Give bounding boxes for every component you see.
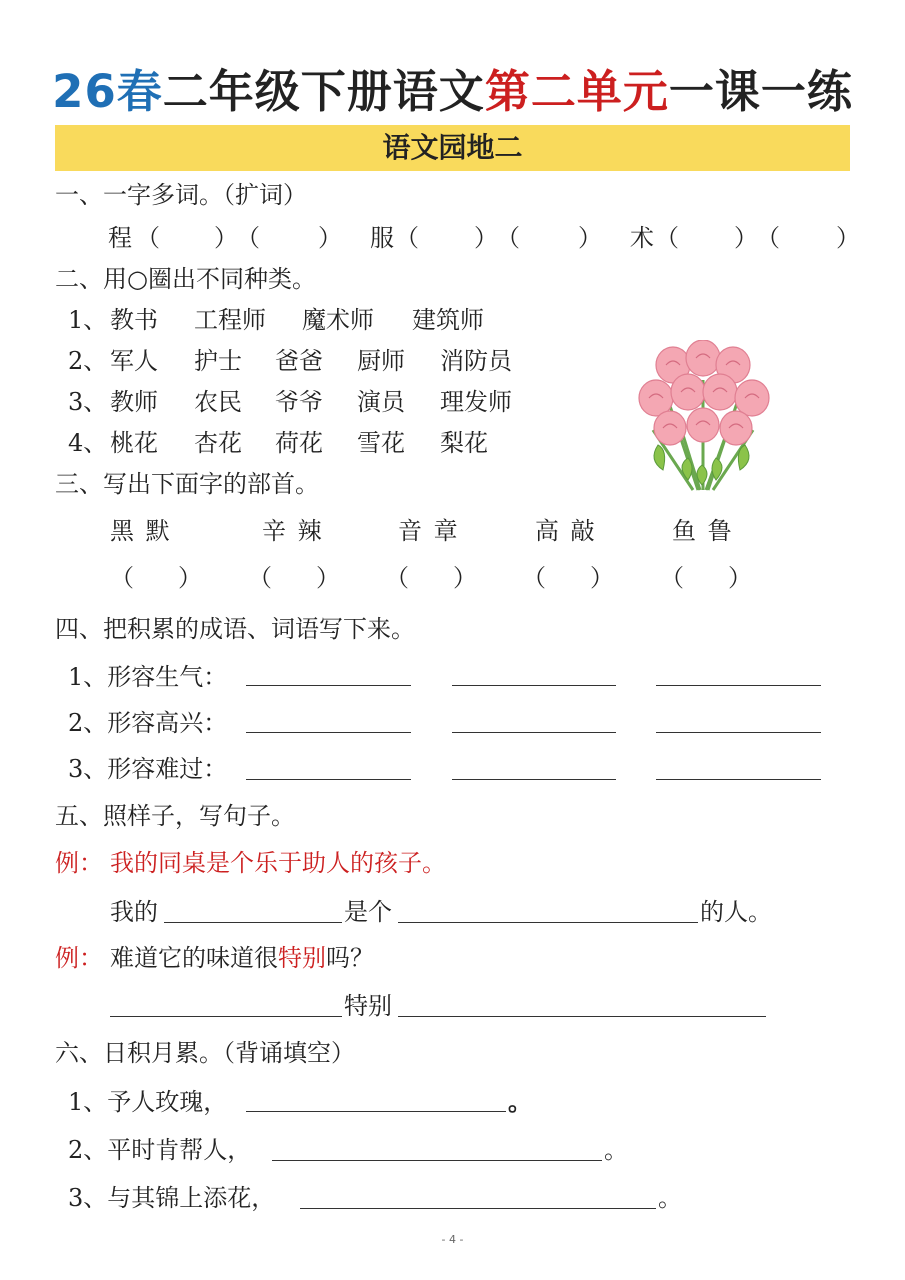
s2-row-3-word-4: 演员: [357, 388, 405, 416]
s5-fill-2-blank-2[interactable]: [398, 1016, 766, 1017]
s3-paren-2-open: （: [248, 564, 272, 592]
s5-example-2-part-a: 难道它的味道很: [110, 944, 278, 972]
s2-row-1-word-3: 魔术师: [302, 306, 374, 334]
s5-fill-1-blank-1[interactable]: [164, 922, 342, 923]
s4-row-1-blank-2[interactable]: [452, 685, 616, 686]
s5-fill-1-part-a: 我的: [110, 898, 158, 926]
s2-row-4-word-3: 荷花: [275, 429, 323, 457]
s3-group-5: 鱼 鲁: [672, 517, 734, 545]
s1-paren-3a-close: ）: [734, 224, 758, 252]
title-practice: 一课一练: [668, 65, 853, 118]
s3-group-4: 高 敲: [535, 517, 597, 545]
title-season: 春: [116, 65, 163, 118]
s3-paren-3-close: ）: [453, 564, 477, 592]
s4-row-3-label: 3、形容难过：: [68, 755, 228, 783]
s2-row-2-word-4: 厨师: [357, 347, 405, 375]
s2-row-4-word-4: 雪花: [357, 429, 405, 457]
s3-group-2: 辛 辣: [262, 517, 324, 545]
s6-row-1-blank[interactable]: [246, 1111, 506, 1112]
page-number: - 4 -: [441, 1233, 464, 1246]
s4-row-2-blank-1[interactable]: [246, 732, 411, 733]
s5-fill-1-part-c: 的人。: [700, 898, 772, 926]
s2-row-4-word-2: 杏花: [194, 429, 242, 457]
s5-example-2-part-c: 吗？: [326, 944, 374, 972]
s6-row-1-end: 。: [508, 1087, 532, 1116]
s2-row-2-word-1: 军人: [110, 347, 158, 375]
s2-row-4-word-5: 梨花: [440, 429, 488, 457]
s2-row-1-word-2: 工程师: [194, 306, 266, 334]
s1-char-3: 术: [630, 224, 654, 252]
s4-row-3-blank-2[interactable]: [452, 779, 616, 780]
section-5-heading: 五、照样子，写句子。: [55, 802, 295, 830]
s2-row-1-word-1: 教书: [110, 306, 158, 334]
page-title: [0, 64, 905, 120]
s2-row-3-word-3: 爷爷: [275, 388, 323, 416]
s1-char-2: 服: [370, 224, 394, 252]
s5-fill-1-part-b: 是个: [344, 898, 392, 926]
s1-paren-3a-open: （: [655, 224, 679, 252]
section-4-heading: 四、把积累的成语、词语写下来。: [55, 615, 415, 643]
s6-row-3-text: 3、与其锦上添花，: [68, 1184, 276, 1212]
s5-example-2-keyword: 特别: [278, 944, 326, 972]
s1-paren-2a-open: （: [395, 224, 419, 252]
s5-example-2-label: 例：: [55, 944, 103, 972]
s6-row-2-blank[interactable]: [272, 1160, 602, 1161]
s5-fill-2-keyword: 特别: [344, 992, 392, 1020]
s4-row-2-blank-3[interactable]: [656, 732, 821, 733]
s4-row-1-blank-3[interactable]: [656, 685, 821, 686]
s2-row-3-num: 3、: [68, 388, 108, 416]
s2-row-3-word-1: 教师: [110, 388, 158, 416]
s5-example-2-sentence: [110, 941, 374, 975]
s4-row-1-blank-1[interactable]: [246, 685, 411, 686]
s1-paren-1b-close: ）: [318, 224, 342, 252]
s3-paren-2-close: ）: [316, 564, 340, 592]
s3-paren-1-close: ）: [178, 564, 202, 592]
s6-row-2-end: 。: [604, 1136, 628, 1164]
s2-row-3-word-5: 理发师: [440, 388, 512, 416]
s1-char-1: 程: [108, 224, 132, 252]
s4-row-2-blank-2[interactable]: [452, 732, 616, 733]
s2-row-2-word-3: 爸爸: [275, 347, 323, 375]
s3-group-3: 音 章: [398, 517, 460, 545]
s3-paren-1-open: （: [110, 564, 134, 592]
s6-row-2-text: 2、平时肯帮人，: [68, 1136, 252, 1164]
s3-paren-4-open: （: [522, 564, 546, 592]
subtitle: 语文园地二: [382, 131, 523, 164]
s5-example-1-label: 例：: [55, 849, 103, 877]
s1-paren-2b-close: ）: [578, 224, 602, 252]
section-1-heading: 一、一字多词。（扩词）: [55, 181, 307, 209]
s3-paren-5-open: （: [660, 564, 684, 592]
s1-paren-1b-open: （: [236, 224, 260, 252]
s4-row-1-label: 1、形容生气：: [68, 663, 228, 691]
title-grade: 二年级下册语文: [162, 65, 485, 118]
s2-row-4-num: 4、: [68, 429, 108, 457]
s2-row-3-word-2: 农民: [194, 388, 242, 416]
section-2-heading: 二、用○圈出不同种类。: [55, 265, 316, 293]
s1-paren-3b-close: ）: [836, 224, 860, 252]
rose-bouquet-illustration: [628, 340, 778, 495]
s1-paren-1a-close: ）: [214, 224, 238, 252]
s4-row-2-label: 2、形容高兴：: [68, 709, 228, 737]
title-year: 26: [52, 65, 117, 118]
s1-paren-3b-open: （: [756, 224, 780, 252]
s6-row-3-blank[interactable]: [300, 1208, 656, 1209]
s2-row-1-word-4: 建筑师: [412, 306, 484, 334]
s6-row-1-text: 1、予人玫瑰，: [68, 1088, 228, 1116]
s5-example-1-sentence: 我的同桌是个乐于助人的孩子。: [110, 849, 446, 877]
s3-paren-4-close: ）: [590, 564, 614, 592]
s1-paren-2b-open: （: [496, 224, 520, 252]
section-3-heading: 三、写出下面字的部首。: [55, 470, 319, 498]
s2-row-2-word-2: 护士: [194, 347, 242, 375]
s2-row-1-num: 1、: [68, 306, 108, 334]
title-unit: 第二单元: [484, 65, 669, 118]
s5-fill-1-blank-2[interactable]: [398, 922, 698, 923]
s2-row-2-num: 2、: [68, 347, 108, 375]
s6-row-3-end: 。: [658, 1184, 682, 1212]
s3-paren-3-open: （: [385, 564, 409, 592]
s4-row-3-blank-1[interactable]: [246, 779, 411, 780]
s2-row-4-word-1: 桃花: [110, 429, 158, 457]
s3-group-1: 黑 默: [110, 517, 172, 545]
s4-row-3-blank-3[interactable]: [656, 779, 821, 780]
s1-paren-1a-open: （: [136, 224, 160, 252]
s1-paren-2a-close: ）: [474, 224, 498, 252]
s2-row-2-word-5: 消防员: [440, 347, 512, 375]
s5-fill-2-blank-1[interactable]: [110, 1016, 342, 1017]
section-6-heading: 六、日积月累。（背诵填空）: [55, 1039, 355, 1067]
s3-paren-5-close: ）: [728, 564, 752, 592]
